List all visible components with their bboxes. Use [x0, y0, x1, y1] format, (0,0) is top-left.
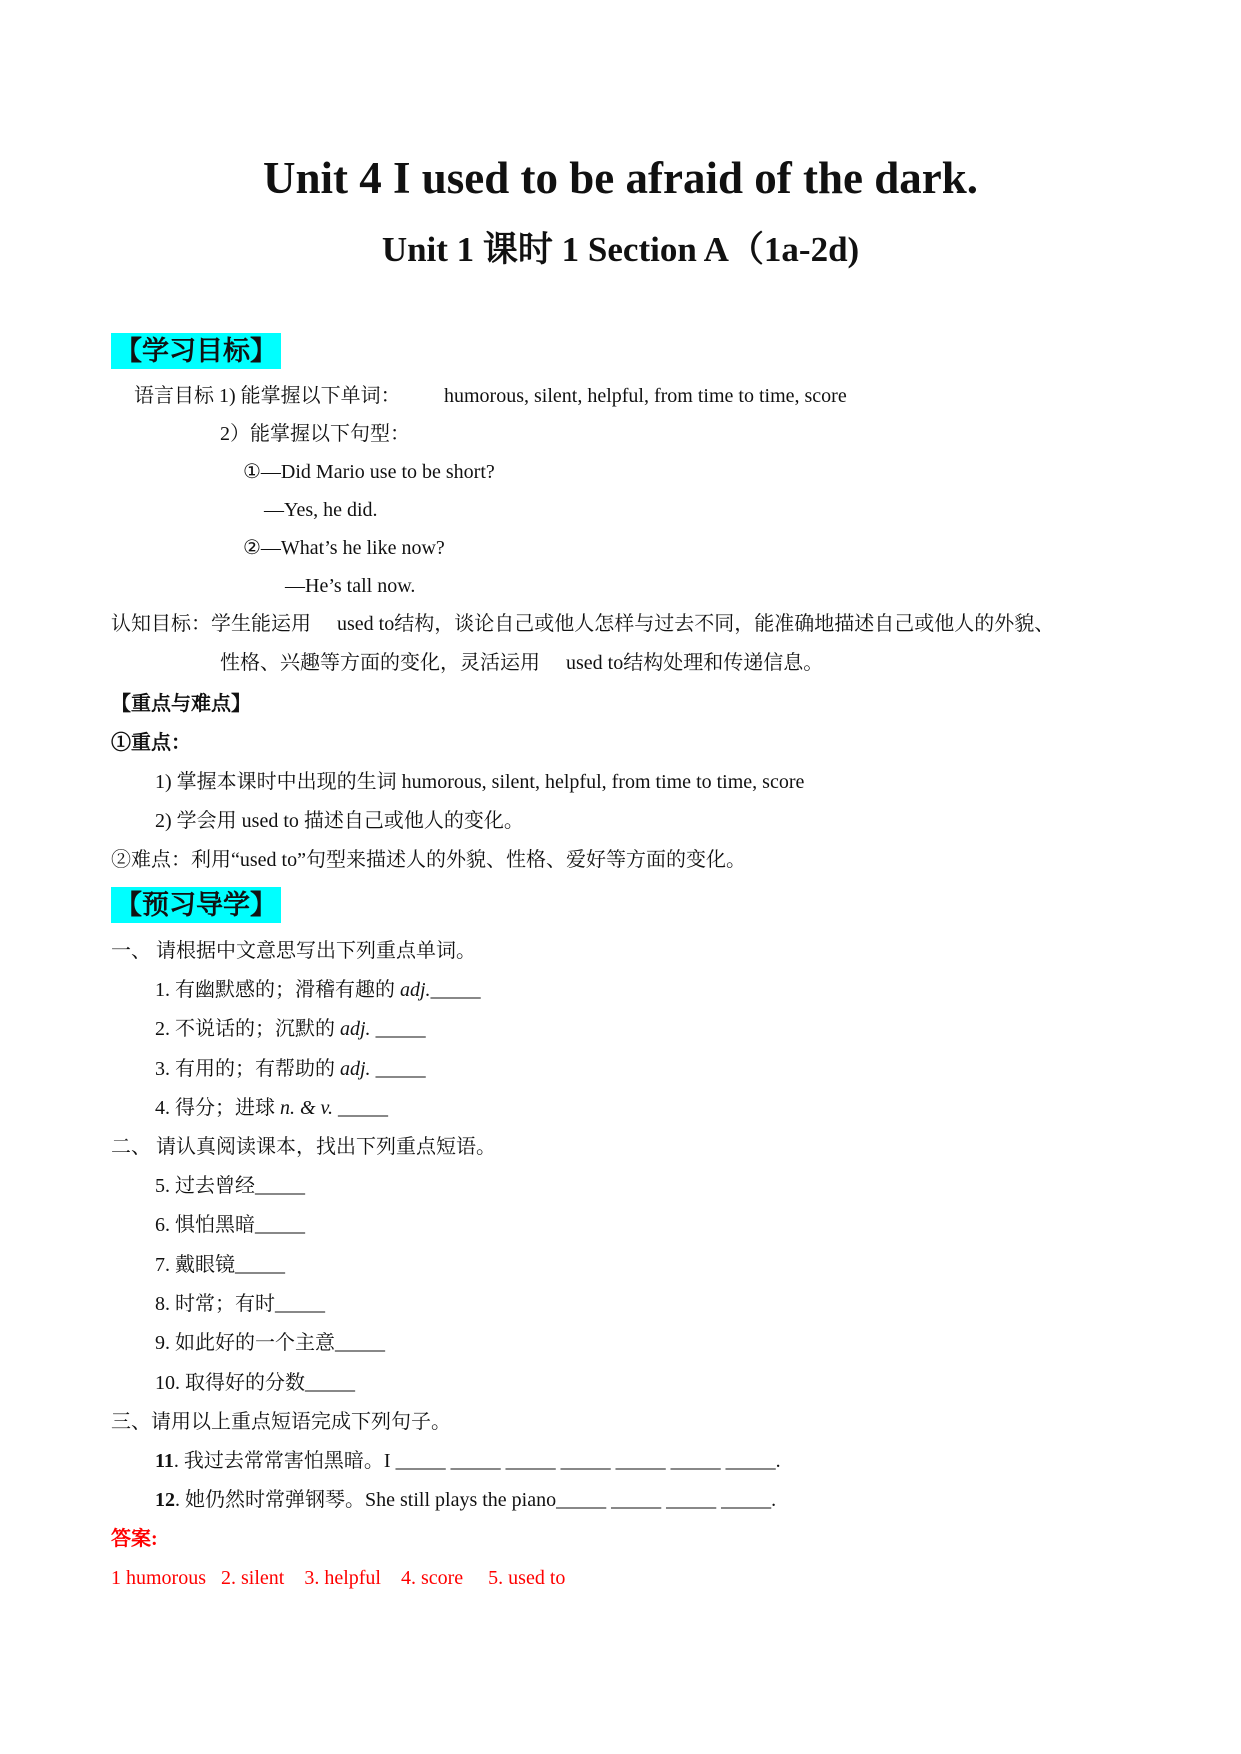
answer-blank[interactable]: _____: [430, 979, 481, 1001]
cognitive-goal-line-1: [111, 610, 1054, 638]
part-1-title: 一、 请根据中文意思写出下列重点单词。: [111, 940, 476, 962]
difficulty-point: ②难点：利用“used to”句型来描述人的外貌、性格、爱好等方面的变化。: [111, 849, 746, 871]
word-item: 4. 得分；进球 n. & v. _____: [155, 1097, 388, 1119]
sentence-item[interactable]: 12. 她仍然时常弹钢琴。She still plays the piano_____ _____ _____ _____.: [155, 1489, 777, 1511]
key-point-1: 1) 掌握本课时中出现的生词 humorous, silent, helpful, from time to time, score: [155, 771, 805, 793]
word-item: 1. 有幽默感的；滑稽有趣的 adj._____: [155, 979, 481, 1001]
dialogue-1-question: ①—Did Mario use to be short?: [243, 461, 495, 483]
part-3-title: 三、请用以上重点短语完成下列句子。: [111, 1411, 451, 1433]
phrase-item[interactable]: 5. 过去曾经_____: [155, 1175, 305, 1197]
section-heading-preview: 【预习导学】: [111, 887, 281, 923]
dialogue-2-question: ②—What’s he like now?: [243, 537, 445, 559]
phrase-item[interactable]: 6. 惧怕黑暗_____: [155, 1214, 305, 1236]
cognitive-goal-text-3: 结构处理和传递信息。: [623, 652, 824, 674]
cognitive-goal-label: 认知目标：学生能运用: [111, 613, 311, 635]
answer-blank[interactable]: _____: [370, 1058, 426, 1080]
cognitive-goal-line-2: [220, 649, 823, 677]
answer-blank[interactable]: _____: [332, 1097, 388, 1119]
dialogue-1-answer: —Yes, he did.: [264, 499, 378, 521]
key-point-2: 2) 学会用 used to 描述自己或他人的变化。: [155, 810, 524, 832]
sentence-goal: 2）能掌握以下句型：: [220, 423, 410, 445]
answers-text: 1 humorous 2. silent 3. helpful 4. score 5. used to: [111, 1567, 566, 1589]
sentence-item[interactable]: 11. 我过去常常害怕黑暗。I _____ _____ _____ _____ _____ _____ _____.: [155, 1450, 781, 1472]
phrase-item[interactable]: 7. 戴眼镜_____: [155, 1254, 285, 1276]
answers-label: 答案:: [111, 1528, 158, 1550]
answer-blank[interactable]: _____: [370, 1018, 426, 1040]
word-item: 2. 不说话的；沉默的 adj. _____: [155, 1018, 426, 1040]
section-heading-learning-goals: 【学习目标】: [111, 333, 281, 369]
key-points-label: ①重点：: [111, 732, 191, 754]
section-heading-key-points: 【重点与难点】: [111, 693, 251, 715]
cognitive-goal-used-to-2: used to: [566, 652, 624, 674]
dialogue-2-answer: —He’s tall now.: [285, 575, 416, 597]
language-goal-words: humorous, silent, helpful, from time to time, score: [444, 385, 847, 407]
page-subtitle: Unit 1 课时 1 Section A（1a-2d): [381, 230, 860, 269]
cognitive-goal-used-to: used to: [337, 613, 395, 635]
phrase-item[interactable]: 9. 如此好的一个主意_____: [155, 1332, 385, 1354]
part-2-title: 二、 请认真阅读课本，找出下列重点短语。: [111, 1136, 496, 1158]
page-title: Unit 4 I used to be afraid of the dark.: [262, 153, 979, 203]
phrase-item[interactable]: 8. 时常；有时_____: [155, 1293, 325, 1315]
word-item: 3. 有用的；有帮助的 adj. _____: [155, 1058, 426, 1080]
cognitive-goal-text-2: 性格、兴趣等方面的变化，灵活运用: [220, 652, 540, 674]
language-goal-label: 语言目标 1) 能掌握以下单词：: [134, 385, 401, 407]
phrase-item[interactable]: 10. 取得好的分数_____: [155, 1372, 355, 1394]
cognitive-goal-text-1: 结构，谈论自己或他人怎样与过去不同，能准确地描述自己或他人的外貌、: [394, 613, 1055, 635]
